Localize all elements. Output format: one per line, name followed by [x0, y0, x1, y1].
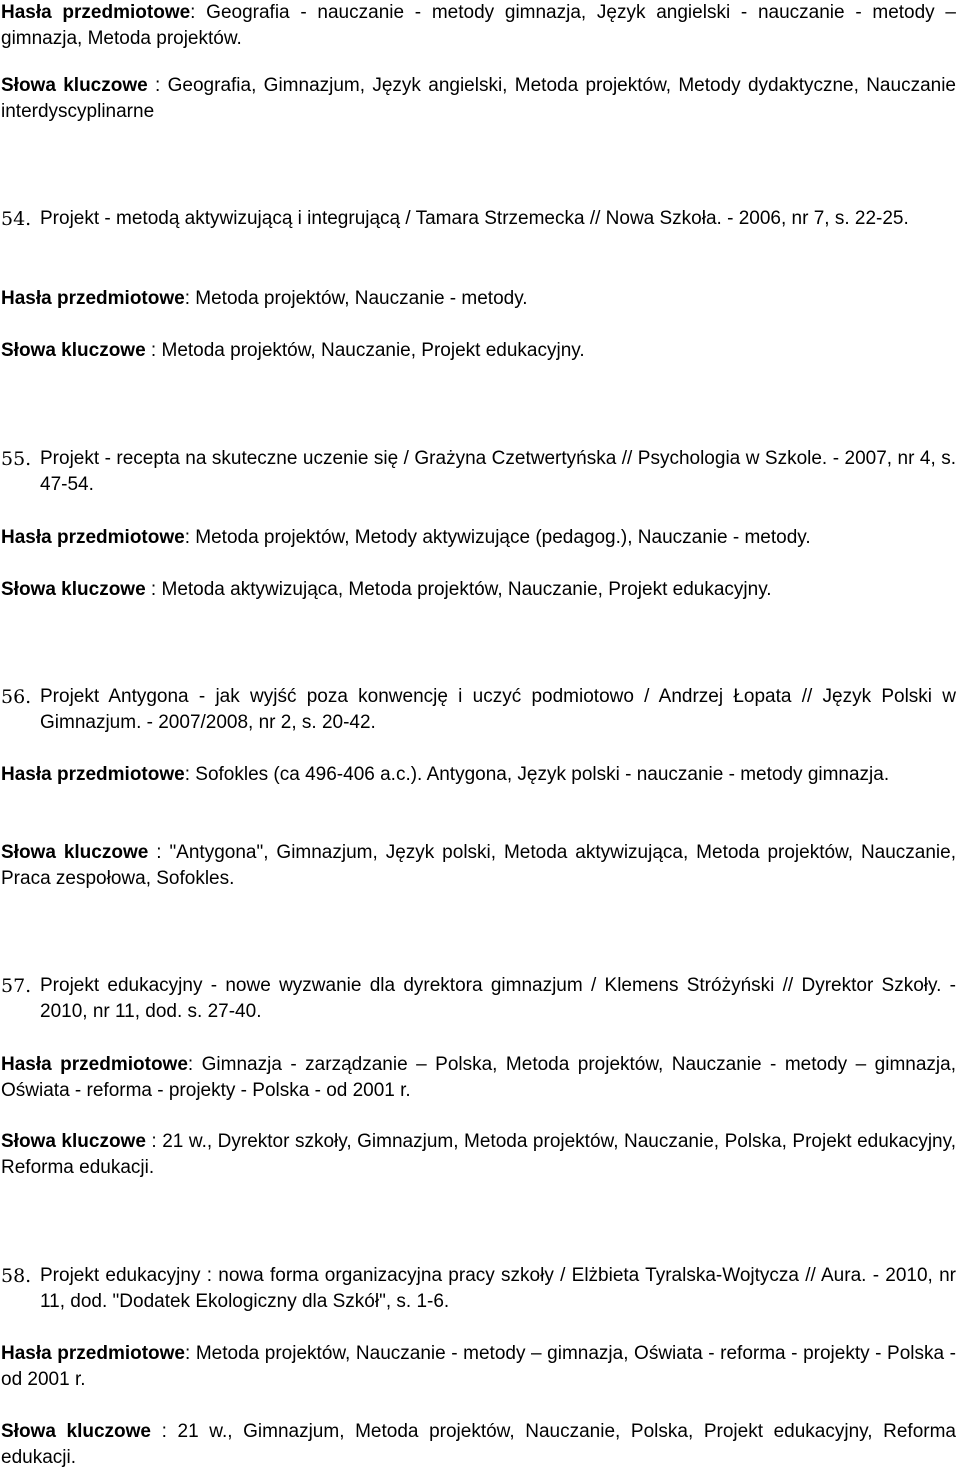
keywords-text: : "Antygona", Gimnazjum, Język polski, Metoda aktywizująca, Metoda projektów, Nauczanie, Praca zespołowa, Sofokles. — [1, 842, 956, 889]
subject-headings-label: Hasła przedmiotowe — [1, 527, 185, 548]
entry-number: 55. — [1, 448, 32, 470]
keywords-text: : 21 w., Gimnazjum, Metoda projektów, Nauczanie, Polska, Projekt edukacyjny, Reforma edukacji. — [1, 1421, 956, 1468]
keywords — [1, 577, 956, 603]
subject-headings-label: Hasła przedmiotowe — [1, 2, 191, 23]
entry-58 — [1, 1263, 956, 1315]
entry-citation: Projekt Antygona - jak wyjść poza konwencję i uczyć podmiotowo / Andrzej Łopata // Język Polski w Gimnazjum. - 2007/2008, nr 2, s. 20-42. — [40, 686, 956, 733]
subject-headings — [1, 1052, 956, 1104]
entry-number: 57. — [1, 975, 32, 997]
keywords-label: Słowa kluczowe — [1, 75, 148, 96]
entry-57 — [1, 973, 956, 1025]
subject-headings-label: Hasła przedmiotowe — [1, 764, 185, 785]
keywords — [1, 840, 956, 892]
subject-headings-text: : Metoda projektów, Nauczanie - metody. — [184, 288, 528, 309]
keywords — [1, 1419, 956, 1471]
keywords-label: Słowa kluczowe — [1, 340, 146, 361]
keywords-text: : Metoda aktywizująca, Metoda projektów, Nauczanie, Projekt edukacyjny. — [145, 579, 772, 600]
keywords-label: Słowa kluczowe — [1, 842, 149, 863]
entry-56 — [1, 684, 956, 736]
keywords-text: : Metoda projektów, Nauczanie, Projekt edukacyjny. — [145, 340, 585, 361]
keywords-label: Słowa kluczowe — [1, 1421, 151, 1442]
keywords-text: : Geografia, Gimnazjum, Język angielski, Metoda projektów, Metody dydaktyczne, Nauczanie interdyscyplinarne — [1, 75, 956, 122]
subject-headings-label: Hasła przedmiotowe — [1, 1343, 185, 1364]
keywords-label: Słowa kluczowe — [1, 1131, 146, 1152]
subject-headings — [1, 525, 956, 551]
keywords — [1, 73, 956, 125]
keywords — [1, 338, 956, 364]
subject-headings-text: : Gimnazja - zarządzanie – Polska, Metoda projektów, Nauczanie - metody – gimnazja, Oświata - reforma - projekty - Polska - od 2001 r. — [1, 1054, 956, 1101]
keywords — [1, 1129, 956, 1181]
subject-headings-label: Hasła przedmiotowe — [1, 1054, 188, 1075]
entry-54 — [1, 206, 956, 232]
subject-headings — [1, 762, 956, 788]
entry-number: 56. — [1, 686, 32, 708]
entry-citation: Projekt - metodą aktywizującą i integrującą / Tamara Strzemecka // Nowa Szkoła. - 2006, nr 7, s. 22-25. — [40, 208, 909, 229]
subject-headings-label: Hasła przedmiotowe — [1, 288, 185, 309]
keywords-text: : 21 w., Dyrektor szkoły, Gimnazjum, Metoda projektów, Nauczanie, Polska, Projekt edukacyjny, Reforma edukacji. — [1, 1131, 956, 1178]
entry-citation: Projekt edukacyjny : nowa forma organizacyjna pracy szkoły / Elżbieta Tyralska-Wojtycza // Aura. - 2010, nr 11, dod. "Dodatek Ekologiczny dla Szkół", s. 1-6. — [40, 1265, 956, 1312]
entry-number: 54. — [1, 208, 32, 230]
subject-headings — [1, 286, 956, 312]
keywords-label: Słowa kluczowe — [1, 579, 146, 600]
subject-headings-text: : Sofokles (ca 496-406 a.c.). Antygona, Język polski - nauczanie - metody gimnazja. — [184, 764, 890, 785]
subject-headings — [1, 1341, 956, 1393]
entry-citation: Projekt - recepta na skuteczne uczenie się / Grażyna Czetwertyńska // Psychologia w Szkole. - 2007, nr 4, s. 47-54. — [40, 448, 956, 495]
entry-55 — [1, 446, 956, 498]
subject-headings-text: : Geografia - nauczanie - metody gimnazja, Język angielski - nauczanie - metody – gimnazja, Metoda projektów. — [1, 2, 956, 49]
subject-headings-text: : Metoda projektów, Nauczanie - metody – gimnazja, Oświata - reforma - projekty - Polska - od 2001 r. — [1, 1343, 956, 1390]
subject-headings-text: : Metoda projektów, Metody aktywizujące (pedagog.), Nauczanie - metody. — [184, 527, 811, 548]
subject-headings — [1, 0, 956, 52]
entry-citation: Projekt edukacyjny - nowe wyzwanie dla dyrektora gimnazjum / Klemens Stróżyński // Dyrektor Szkoły. - 2010, nr 11, dod. s. 27-40. — [40, 975, 956, 1022]
entry-number: 58. — [1, 1265, 32, 1287]
